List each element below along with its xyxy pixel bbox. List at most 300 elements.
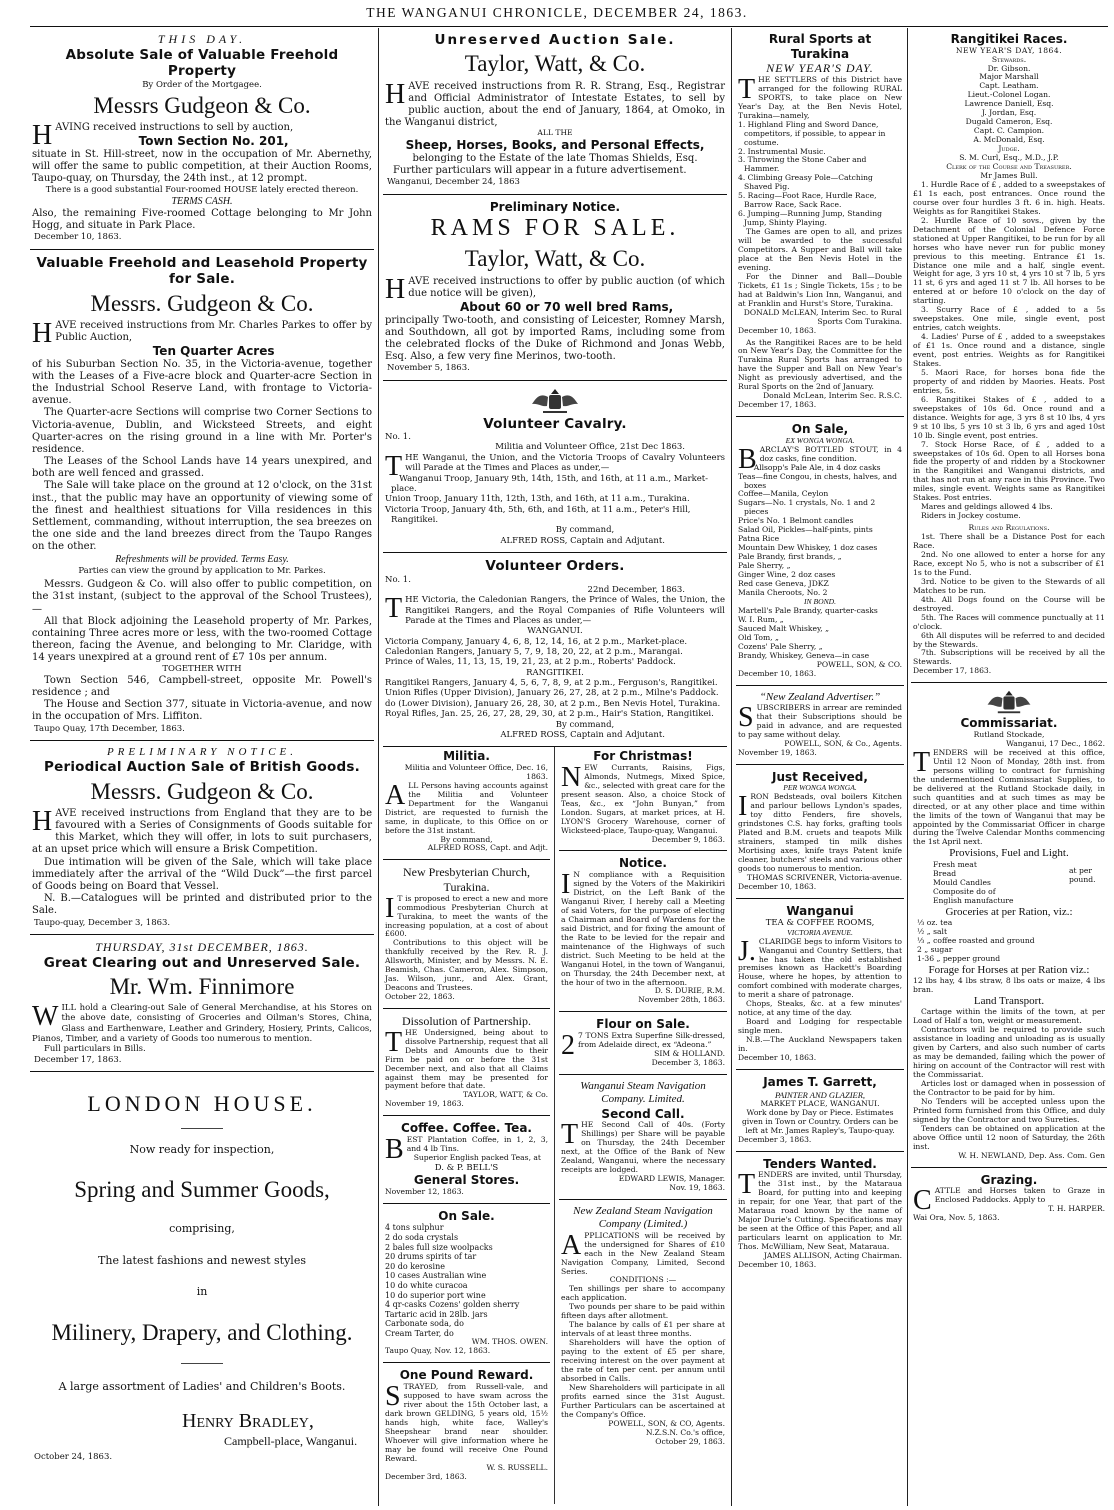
order-number: No. 1. (385, 432, 411, 443)
ad-place: Wanganui, 17 Dec., 1862. (1006, 738, 1105, 748)
ad-rule (559, 1011, 727, 1012)
steward-name: Lieut.-Colonel Logan. (967, 90, 1051, 100)
race-item: 3. Scurry Race of £ , added to a 5s sweepstakes. One mile, single event, post entries, catch weights. (913, 305, 1105, 333)
royal-crest-icon (529, 386, 581, 416)
bond-item: Sauced Malt Whiskey, „ (738, 623, 829, 633)
ad-rule (736, 685, 904, 686)
race-item: 5. Maori Race, for horses bona fide the property of and ridden by Maories. Heats. Post entries, 5s. (913, 367, 1105, 395)
provision-item: Fresh meat (933, 859, 977, 869)
ad-date: Taupo Quay, 17th December, 1863. (34, 723, 185, 734)
ad-body: situate in St. Hill-street, now in the occupation of Mr. Abernethy, will offer the same to public competition, at their Auction Rooms, Taupo-quay, on Thursday, the 24th inst., at 12 prompt. (32, 148, 372, 185)
parade-line: Royal Rifles, Jan. 25, 26, 27, 28, 29, 30, at 2 p.m., Hair's Station, Rangitikei. (385, 709, 714, 720)
ad-flour-on-sale (559, 1015, 727, 1071)
sports-item: 3. Throwing the Stone Caber and Hammer. (738, 155, 867, 174)
ad-line-large: Milinery, Drapery, and Clothing. (51, 1319, 353, 1345)
ad-body: Board and Lodging for respectable single men. (738, 1017, 902, 1036)
goods-item: 10 do superior port wine (385, 1290, 486, 1300)
column-2-left (383, 747, 550, 1504)
steward-name: Dugald Cameron, Esq. (965, 117, 1053, 127)
ad-headline: One Pound Reward. (399, 1368, 534, 1383)
race-item: Riders in Jockey costume. (921, 511, 1021, 521)
parade-line: Wanganui Troop, January 9th, 14th, 15th, and 16th, at 11 a.m., Market-place. (391, 473, 709, 494)
ad-signature: W. S. RUSSELL. (486, 1462, 548, 1472)
goods-item: Cream Tarter, do (385, 1328, 454, 1338)
ad-line: Now ready for inspection, (129, 1143, 275, 1157)
ad-rule (383, 380, 727, 381)
ad-note: ALL THE (537, 128, 573, 138)
ad-subhead: Provisions, Fuel and Light. (949, 847, 1069, 860)
ad-coffee-tea (383, 1119, 550, 1200)
order-number: No. 1. (385, 574, 411, 585)
ad-date: November 5, 1863. (387, 363, 470, 374)
ad-signature: SIM & HOLLAND. (654, 1048, 725, 1058)
ad-headline: Second Call. (601, 1106, 685, 1121)
ad-subhead: Groceries at per Ration, viz.: (945, 905, 1073, 918)
ad-kicker: EX WONGA WONGA. (785, 435, 855, 445)
rules-list (913, 533, 1105, 667)
ad-date: Wai Ora, Nov. 5, 1863. (913, 1213, 1000, 1223)
ad-rule (559, 850, 727, 851)
goods-item: Sugars—No. 1 crystals, No. 1 and 2 pieces (738, 498, 876, 517)
ad-clearing-sale (30, 938, 374, 1069)
parade-line: Union Rifles (Upper Division), January 26, 27, 28, at 2 p.m., Milne's Paddock. (385, 688, 719, 699)
goods-item: Tartaric acid in 28lb. jars (385, 1309, 488, 1319)
ad-body: All that Block adjoining the Leasehold property of Mr. Parkes, containing Three acres more or less, with the two-roomed Cottage thereon, facing the Avenue, and belonging to Mr. Claridge, with 14 years unexpired at a ground rent of £7 10s per annum. (32, 615, 372, 664)
provisions-rate: at per pound. (1069, 865, 1096, 884)
ad-subhead: About 60 or 70 well bred Rams, (459, 299, 674, 314)
ad-rule (736, 1069, 904, 1070)
ad-headline: Valuable Freehold and Leasehold Property for Sale. (36, 254, 368, 288)
firm-name: Taylor, Watt, & Co. (464, 246, 646, 272)
ad-date: November 12, 1863. (385, 1186, 464, 1196)
ad-commissariat (911, 686, 1107, 1164)
ad-body: N. B.—Catalogues will be printed and distributed prior to the Sale. (32, 893, 372, 917)
goods-item: 2 do soda crystals (385, 1232, 459, 1242)
ad-headline: Tenders Wanted. (763, 1156, 877, 1171)
ad-date: Wanganui, December 24, 1863 (387, 177, 520, 188)
ad-body: BEST Plantation Coffee, in 1, 2, 3, and 4 lb Tins. (385, 1133, 548, 1165)
ad-date: December 17, 1863. (34, 1054, 122, 1065)
bond-item: Martell's Pale Brandy, quarter-casks (738, 605, 878, 615)
ad-rule (383, 1115, 550, 1116)
ad-date: November 19, 1863. (738, 747, 817, 757)
ad-line: The latest fashions and newest styles (98, 1253, 306, 1267)
ad-subhead: Sheep, Horses, Books, and Personal Effects, (405, 138, 705, 153)
sub-column-rule (554, 747, 555, 1504)
ad-merchant: D. & P. BELL'S (434, 1162, 499, 1173)
ad-line-large: Spring and Summer Goods, (74, 1177, 330, 1203)
ad-presbyterian-church (383, 863, 550, 1006)
ad-militia (383, 747, 550, 857)
ad-date: October 22, 1863. (385, 992, 455, 1002)
ad-body: CATTLE and Horses taken to Graze in Enclosed Paddocks. Apply to (913, 1185, 1105, 1217)
ad-on-sale-powell (736, 420, 904, 682)
royal-crest-icon (984, 688, 1034, 716)
ad-rule (383, 552, 727, 553)
bond-item: Old Tom, „ (738, 632, 779, 642)
ad-body: TENDERS are invited, until Thursday, the 31st inst., by the Mataraua Board, for putting into and keeping in repair, for one Year, that part of the Mataraua road known by the name of Major Durie's Cutting. Specifications may be seen at the Office of this Paper, and all particulars learnt on application to Mr. Thos. McWilliam, New Seat, Mataraua. (738, 1169, 902, 1251)
ad-body: IN compliance with a Requisition signed by the Voters of the Makirikiri District, on the Left Bank of the Wanganui River, I hereby call a Meeting of said Voters, for the purpose of electing a Chairman and Board of Wardens for the said District, and for fixing the amount of the Rate to be levied for the repair and maintenance of the Highways of such district. Such Meeting to be held at the Wanganui Hotel, in the town of Wanganui, on Thursday, the 24th December next, at the hour of two in the afternoon. (561, 869, 725, 987)
goods-item: 4 tons sulphur (385, 1223, 444, 1233)
ad-tenders-wanted (736, 1155, 904, 1274)
ad-subhead: Clerk of the Course and Treasurer. (946, 162, 1072, 172)
goods-list (738, 464, 902, 598)
ad-rule (736, 416, 904, 417)
masthead: THE WANGANUI CHRONICLE, DECEMBER 24, 1863. (366, 5, 748, 20)
ad-body: The Leases of the School Lands have 14 years unexpired, and both are well fenced and grassed. (32, 456, 372, 480)
grocery-item: ⅓ „ coffee roasted and ground (917, 935, 1035, 945)
ad-body: J.CLARIDGE begs to inform Visitors to Wanganui and Country Settlers, that he has taken the old established premises known as Hackett's Boarding House, where he hopes, by attention to comfort combined with moderate charges, to merit a share of patronage. (738, 935, 902, 1000)
ad-subhead: WANGANUI. (527, 626, 583, 637)
race-item: 4. Ladies' Purse of £ , added to a sweepstakes of £1 1s. Once round and a distance, single event, post entries. Weights as for Rangitikei Stakes. (913, 332, 1105, 368)
ad-ornament-rule (181, 1363, 223, 1364)
ad-body: THE Victoria, the Caledonian Rangers, the Prince of Wales, the Union, the Rangitikei Rangers, and the Royal Companies of Rifle Volunteers will Parade at the Times and Places as under,— (385, 593, 725, 626)
ad-headline: “New Zealand Advertiser.” (759, 690, 881, 703)
races-list (913, 181, 1105, 521)
ad-by-command: By command, (440, 834, 493, 844)
ad-date: December 10, 1863. (34, 232, 122, 243)
ad-body: HAVE received instructions from R. R. Strang, Esq., Registrar and Official Administrator of Intestate Estates, to sell by public auction, about the end of January, 1864, at Omoko, in the Wanganui district, (385, 78, 725, 129)
ad-headline: Flour on Sale. (596, 1017, 690, 1032)
ad-signature: JAMES ALLISON, Acting Chairman. (763, 1250, 902, 1260)
ad-tea-coffee-rooms (736, 902, 904, 1067)
provisions-block (913, 861, 1105, 906)
parade-line: Caledonian Rangers, January 5, 7, 9, 18, 20, 22, at 2 p.m., Marangai. (385, 647, 683, 658)
ad-note: Parties can view the ground by application to Mr. Parkes. (78, 565, 326, 576)
goods-item: 4 qr-casks Cozens' golden sherry (385, 1300, 520, 1310)
steward-name: Capt. Leatham. (979, 81, 1039, 91)
firm-name: Messrs. Gudgeon & Co. (90, 778, 314, 804)
ad-date: December 3rd, 1863. (385, 1471, 467, 1481)
ad-headline: LONDON HOUSE. (87, 1091, 317, 1117)
ad-date: Taupo-quay, December 3, 1863. (34, 917, 171, 928)
ad-headline: Rangitikei Races. (950, 32, 1068, 46)
steward-name: Lawrence Daniell, Esq. (964, 99, 1054, 109)
ad-line: in (196, 1285, 208, 1299)
ad-body: principally Two-tooth, and consisting of Leicester, Romney Marsh, and Southdown, all got by imported Rams, including some from the celebrated flocks of the Duke of Richmond and Jonas Webb, Esq. Also, a few very fine Merinos, two-tooth. (385, 314, 725, 363)
ad-body: As the Rangitikei Races are to be held on New Year's Day, the Committee for the Turakina Rural Sports has arranged to have the Supper and Ball on New Year's Night as previously advertised, and the Rural Sports on the 2nd of January. (738, 337, 902, 392)
ad-volunteer-cavalry (383, 384, 727, 550)
ad-rule (30, 740, 374, 741)
ad-volunteer-orders (383, 556, 727, 744)
ad-signature: DONALD McLEAN, Interim Sec. to Rural Sports Com Turakina. (743, 307, 902, 326)
goods-item: Allsopp's Pale Ale, in 4 doz casks (753, 462, 881, 472)
ad-signature: Henry Bradley, (182, 1410, 314, 1433)
rule-item: 4th. All Dogs found on the Course will be destroyed. (913, 594, 1105, 613)
column-2-split (383, 747, 727, 1504)
sports-item: 1. Highland Fling and Sword Dance, competitors, if possible, to appear in costume. (738, 119, 886, 147)
ad-by-command: By command, (555, 719, 615, 730)
ad-body: belonging to the Estate of the late Thomas Shields, Esq. (412, 152, 698, 164)
sports-item: 5. Racing—Foot Race, Hurdle Race, Barrow Race, Sack Race. (738, 191, 877, 210)
rule-item: 3rd. Notice to be given to the Stewards of all Matches to be run. (913, 576, 1105, 595)
ad-body: THE SETTLERS of this District have arranged for the following RURAL SPORTS, to take place on New Year's Day, at the Ben Nevis Hotel, Turakina—namely, (738, 73, 902, 120)
ad-headline: New Zealand Steam Navigation Company (Limited.) (573, 1204, 713, 1231)
ad-rule (736, 1151, 904, 1152)
ad-london-house (30, 1075, 374, 1466)
ad-rule (736, 898, 904, 899)
ad-subhead: Forage for Horses at per Ration viz.: (928, 963, 1090, 976)
ad-headline: Just Received, (772, 769, 868, 784)
ad-signature: ALFRED ROSS, Captain and Adjutant. (500, 729, 665, 740)
ad-address: Campbell-place, Wanganui. (224, 1433, 358, 1448)
ad-body: Articles lost or damaged when in possession of the Contractor to be paid for by him. (913, 1079, 1105, 1097)
ad-body: Superior English packed Teas, at (413, 1152, 541, 1162)
ad-subhead: CONDITIONS :— (609, 1275, 677, 1285)
clerk-name: Mr James Bull. (980, 170, 1038, 180)
grocery-item: 2 „ sugar (917, 944, 953, 954)
ad-body: The Sale will take place on the ground at 12 o'clock, on the 31st inst., that the public may have an opportunity of viewing some of the finest and healthiest situations for Villa residences in this Settlement, commanding, without interruption, the sea breezes on the one side and the land breezes direct from the Taupo Ranges on the other. (32, 480, 372, 553)
ad-kicker: THURSDAY, 31st DECEMBER, 1863. (95, 939, 309, 954)
ad-second-call (559, 1078, 727, 1197)
ad-rams-for-sale (383, 198, 727, 378)
ad-body: For the Dinner and Ball—Double Tickets, £1 1s ; Single Tickets, 15s ; to be had at Baldwin's Lion Inn, Wanganui, and at Franklin and Hurst's Store, Turakina. (738, 271, 902, 308)
ad-body: Chops, Steaks, &c. at a few minutes' notice, at any time of the day. (738, 999, 902, 1018)
goods-item: Coffee—Manila, Ceylon (738, 489, 829, 499)
ad-body: WILL hold a Clearing-out Sale of General Merchandise, at his Stores on the above date, consisting of Groceries and Oilman's Stores, China, Glass and Earthenware, Leather and Grindery, Hosiery, Prints, Calicos, Pianos, Timber, and a variety of Goods too numerous to mention. (32, 1001, 372, 1045)
masthead-rule (30, 26, 1108, 27)
ad-signature: THOMAS SCRIVENER, Victoria-avenue. (746, 872, 902, 882)
ad-nz-steam-navigation (559, 1203, 727, 1451)
goods-item: Price's No. 1 Belmont candles (738, 516, 854, 526)
grocery-item: ⅓ oz. tea (917, 917, 953, 927)
ad-subhead: IN BOND. (803, 596, 837, 606)
ad-note: Refreshments will be provided. Terms Easy. (115, 553, 289, 565)
ad-body: The balance by calls of £1 per share at intervals of at least three months. (561, 1320, 725, 1339)
ad-rule (383, 1203, 550, 1204)
ad-body: Contributions to this object will be thankfully received by the Rev. R. J. Allsworth, Minister, and by Messrs. N. E. Beamish, Chas. Cameron, Alex. Simpson, Jas. Wilson, junr., and Alex. Grant, Deacons and Trustees. (385, 938, 548, 993)
ad-rule (30, 249, 374, 250)
ad-date: October 24, 1863. (34, 1452, 113, 1463)
ad-terms: TERMS CASH. (171, 195, 233, 207)
ad-subhead: PAINTER AND GLAZIER, (774, 1089, 866, 1100)
goods-list (385, 1223, 548, 1338)
ad-body: New Shareholders will participate in all profits earned since the 31st August. Further Particulars can be ascertained at the Company's Office. (561, 1382, 725, 1419)
ad-rule (383, 194, 727, 195)
ad-for-christmas (559, 747, 727, 848)
column-2 (383, 30, 727, 1504)
provision-item: Bread (933, 868, 957, 878)
ad-body: Shareholders will have the option of paying to the extent of £5 per share, receiving interest on the over payment at the rate of ten per cent. per annum until absorbed in Calls. (561, 1338, 725, 1383)
ad-body: Two pounds per share to be paid within fifteen days after allotment. (561, 1302, 725, 1321)
sports-item: 6. Jumping—Running Jump, Standing Jump, Shinty Playing. (738, 209, 882, 228)
race-item: 2. Hurdle Race of 10 sovs., given by the Detachment of the Colonial Defence Force stationed at Upper Rangitikei, to be run for by all horses who have never run for public money previous to this meeting. Entrance £1 1s. Distance one mile and a half, single event. Weight for age, 3 yrs 10 st, 4 yrs 10 st 7 lb, 5 yrs 11 st, 6 yrs and aged 11 st 7 lb. All horses to be entered at or before 10 o'clock on the day of starting. (913, 215, 1105, 306)
steward-name: Dr. Gibson. (987, 63, 1031, 73)
ad-headline: Volunteer Cavalry. (483, 415, 627, 432)
bond-item: Brandy, Whiskey, Geneva—in case (738, 650, 870, 660)
ad-date: October 29, 1863. (655, 1436, 725, 1446)
ad-rural-sports (736, 30, 904, 414)
ad-note: Full particulars in Bills. (44, 1044, 146, 1055)
ad-rule (736, 764, 904, 765)
bond-item: W. I. Rum, „ (738, 614, 784, 624)
ad-body: Town Section 546, Campbell-street, opposite Mr. Powell's residence ; and (32, 674, 372, 699)
steward-name: A. McDonald, Esq. (973, 135, 1045, 145)
ad-signature: W. H. NEWLAND, Dep. Ass. Com. Gen (958, 1150, 1105, 1160)
ad-freehold-sale (30, 30, 374, 247)
ad-headline: Periodical Auction Sale of British Goods. (44, 759, 360, 776)
race-item: 7. Stock Horse Race, of £ , added to a sweepstakes of 10s 6d. Open to all Horses bona fide the property of and ridden by a Stockowner in the Rangitikei and Wanganui districts, and that has not run at any race in this Province. Two miles, single event. Weights same as Rangitikei Stakes. Post entries. (913, 439, 1105, 503)
goods-item: 10 do white curacoa (385, 1280, 468, 1290)
ad-garrett-painter (736, 1073, 904, 1149)
ad-headline: Volunteer Orders. (485, 558, 625, 575)
bond-list (738, 607, 902, 661)
ad-body: NEW Currants, Raisins, Figs, Almonds, Nutmegs, Mixed Spice, &c., selected with great care for the present season. Also, a choice Stock of Teas, &c., ex “John Bunyan,” from London. Sugars, at market prices, at H. LYON'S Grocery Warehouse, corner of Wicksteed-place, Taupo-quay, Wanganui. (561, 761, 725, 835)
ad-kicker: Wanganui Steam Navigation Company. Limited. (580, 1079, 706, 1106)
parade-line: Prince of Wales, 11, 13, 15, 19, 21, 23, at 2 p.m., Roberts' Paddock. (385, 657, 676, 668)
goods-item: Manila Cheroots, No. 2 (738, 587, 828, 597)
ad-place: Militia and Volunteer Office, 21st Dec 1863. (495, 442, 685, 453)
ad-subhead: Rules and Regulations. (968, 523, 1050, 533)
ad-place: N.Z.S.N. Co.'s office, (645, 1427, 725, 1437)
ad-signature: TAYLOR, WATT, & Co. (463, 1090, 548, 1100)
stewards-list (913, 65, 1105, 146)
ad-signature: WM. THOS. OWEN. (471, 1337, 548, 1347)
ad-by-command: By command, (555, 525, 615, 536)
ad-british-goods (30, 744, 374, 932)
column-4 (911, 30, 1107, 1504)
race-item: 1. Hurdle Race of £ , added to a sweepstakes of £1 1s each, post entrances. Once round the course over four hurdles 3 ft. 6 in. high. Heats. Weights as for Rangitikei Stakes. (913, 179, 1105, 216)
ad-kicker: THIS DAY. (157, 32, 247, 46)
ad-kicker: NEW YEAR'S DAY. (766, 61, 874, 76)
ad-address: MARKET PLACE, WANGANUI. (760, 1098, 880, 1108)
ad-date: December 10, 1863. (738, 668, 817, 678)
ad-notice (559, 854, 727, 1009)
ad-body: Also, the remaining Five-roomed Cottage belonging to Mr John Hogg, and situate in Park Place. (32, 207, 372, 232)
ad-body: THE Second Call of 40s. (Forty Shillings) per Share will be payable on Thursday, the 24th December next, at the Office of the Bank of New Zealand, Wanganui, where the necessary receipts are lodged. (561, 1119, 725, 1175)
steward-name: J. Jordan, Esq. (981, 108, 1037, 118)
ad-body: Ten shillings per share to accompany each application. (561, 1284, 725, 1303)
ad-just-received (736, 768, 904, 896)
ad-body: HAVE received instructions from England that they are to be favoured with a Series of Consignments of Goods suitable for this Market, which they will offer, in lots to suit purchasers, at an upset price which will ensure a Brisk Competition. (32, 805, 372, 856)
ad-body: THE Undersigned, being about to dissolve Partnership, request that all Debts and Amounts due to their Firm be paid on or before the 31st December next, and also that all Claims against them may be presented for payment before that date. (385, 1026, 548, 1091)
steward-name: Capt. C. Campion. (973, 126, 1045, 136)
provision-item: Mould Candles (933, 877, 991, 887)
ad-kicker: PER WONGA WONGA. (783, 783, 857, 793)
rule-item: 5th. The Races will commence punctually at 11 o'clock. (913, 612, 1105, 631)
goods-item: Patna Rice (738, 534, 780, 544)
ad-body: 12 lbs hay, 4 lbs straw, 8 lbs oats or maize, 4 lbs bran. (913, 976, 1105, 995)
ad-date: November 19, 1863. (385, 1099, 464, 1109)
ad-headline: Dissolution of Partnership. (402, 1014, 531, 1029)
ad-subhead: Land Transport. (973, 995, 1045, 1008)
ad-subhead: Ten Quarter Acres (152, 343, 275, 358)
ad-signature: T. H. HARPER. (1048, 1204, 1105, 1214)
goods-item: Salad Oil, Pickles—half-pints, pints (738, 525, 873, 535)
ad-signature: ALFRED ROSS, Captain and Adjutant. (500, 535, 665, 546)
ad-rule (30, 1071, 374, 1072)
ad-body: HAVING received instructions to sell by auction, (32, 119, 294, 151)
ad-one-pound-reward (383, 1366, 550, 1485)
ad-body: APPLICATIONS will be received by the undersigned for Shares of £10 each in the New Zealand Steam Navigation Company, Limited, Second Series. (561, 1229, 725, 1276)
goods-item: Ginger Wine, 2 doz cases (738, 570, 836, 580)
ad-place: Rutland Stockade, (973, 729, 1045, 739)
ad-body: TENDERS will be received at this office, Until 12 Noon of Monday, 28th inst. from persons willing to contract for furnishing the undermentioned Commissariat Supplies, to be delivered at the Rutland Stockade daily, in such quantities and at such times as may be directed, or at any other place and time within the limits of the town of Wanganui that may be appointed by the Commissariat Officer in charge during the Twelve Calendar Months commencing the 1st April next. (913, 746, 1105, 847)
ad-rule (911, 1167, 1107, 1168)
ad-body: IRON Bedsteads, oval boilers Kitchen and parlour bellows Lyndon's spades, toy ditto Fenders, fire shovels, grindstones C.S. hay forks, grafting tools Plated and B.M. cruets and teapots Milk strainers, stamped tin milk dishes Mortising axes, knife trays Patent knife cleaner, butchers' steels and various other goods too numerous to mention. (738, 791, 902, 873)
ad-headline: On Sale, (791, 422, 849, 437)
grocery-item: ½ „ salt (917, 926, 948, 936)
ad-body: Tenders can be obtained on application at the above Office until 12 noon of Saturday, the 26th inst. (913, 1123, 1105, 1151)
ad-date: December 10, 1863. (738, 1259, 817, 1269)
ad-body: SUBSCRIBERS in arrear are reminded that their Subscriptions should be paid in advance, and are requested to pay same without delay. (738, 701, 902, 739)
ad-rule (383, 859, 550, 860)
ad-kicker: Preliminary Notice. (489, 199, 621, 214)
ad-body: IT is proposed to erect a new and more commodious Presbyterian Church at Turakina, to meet the wants of the increasing population, at a cost of about £600. (385, 892, 548, 939)
ad-place: Militia and Volunteer Office, Dec. 16, 1863. (404, 762, 548, 781)
ad-subhead: General Stores. (413, 1173, 520, 1188)
ad-body: N.B.—The Auckland Newspapers taken in. (738, 1035, 902, 1054)
ad-address: VICTORIA AVENUE. (787, 927, 853, 937)
firm-name: Messrs Gudgeon & Co. (93, 92, 311, 118)
race-item: 6. Rangitikei Stakes of £ , added to a sweepstakes of 10s 6d. Once round and a distance. Weights for age, 3 yrs 8 st 10 lbs, 4 yrs 9 st 10 lbs, 5 yrs 10 st 3 lb, 6 yrs and aged 10st 10 lb. Single event, post entries. (913, 394, 1105, 440)
goods-item: Mountain Dew Whiskey, 1 doz cases (738, 543, 878, 553)
rule-item: 6th All disputes will be referred to and decided by the Stewards. (913, 630, 1105, 649)
goods-item: 20 drums spirits of tar (385, 1252, 477, 1262)
ad-date: December 17, 1863. (913, 666, 992, 676)
ad-signature: POWELL, SON, & CO. (816, 659, 902, 669)
rule-item: 2nd. No one allowed to enter a horse for any Race, except No 5, who is not a subscriber of £1 1s to the Fund. (913, 550, 1105, 577)
ad-headline: James T. Garrett, (763, 1074, 877, 1089)
ad-note: TOGETHER WITH (162, 664, 242, 675)
ad-headline: Militia. (443, 749, 490, 764)
ad-body: The House and Section 377, situate in Victoria-avenue, and now in the occupation of Mrs. Liffiton. (32, 699, 372, 723)
ad-headline: Coffee. Coffee. Tea. (401, 1121, 532, 1136)
ad-rule (559, 1074, 727, 1075)
ad-unreserved-auction (383, 30, 727, 192)
ad-date: Nov. 19, 1863. (669, 1182, 725, 1192)
ad-body: STRAYED, from Russell-vale, and supposed to have swam across the river about the 15th October last, a dark brown GELDING, 5 years old, 15½ hands high, white face, Walley's Sheepshear brand near shoulder. Whoever will give information where he may be found will receive One Pound Reward. (385, 1381, 548, 1463)
ad-body: ALL Persons having accounts against the Militia and Volunteer Department for the Wanganui District, are requested to furnish the same, in duplicate, to this Office on or before the 31st instant. (385, 779, 548, 835)
ad-byline: By Order of the Mortgagee. (142, 79, 262, 90)
ad-date: December 10, 1863. (738, 1053, 817, 1063)
ad-body: HAVE received instructions from Mr. Charles Parkes to offer by Public Auction, (32, 317, 372, 349)
rule-item: 7th. Subscriptions will be received by all the Stewards. (913, 648, 1105, 667)
sports-item: 4. Climbing Greasy Pole—Catching Shaved Pig. (738, 173, 873, 192)
ad-date: December 3, 1863. (651, 1057, 725, 1067)
goods-item: 20 do kerosine (385, 1261, 445, 1271)
ad-body: No Tenders will be accepted unless upon the Printed form furnished from this Office, and duly signed by the Contractor and two Sureties. (913, 1096, 1105, 1124)
ad-kicker: PRELIMINARY NOTICE. (106, 745, 298, 758)
judge-name: S. M. Curl, Esq., M.D., J.P. (959, 153, 1059, 163)
ad-line: comprising, (169, 1222, 235, 1236)
ad-date: December 10, 1863. (738, 325, 817, 335)
ad-headline: Commissariat. (960, 716, 1058, 731)
ad-date: December 3, 1863. (738, 1134, 812, 1144)
ad-body: THE Wanganui, the Union, and the Victoria Troops of Cavalry Volunteers will Parade at the Times and Places as under,— (385, 450, 725, 482)
ad-leasehold-sale (30, 253, 374, 738)
column-rule (378, 28, 379, 1506)
ad-nz-advertiser (736, 689, 904, 762)
ad-headline: On Sale. (438, 1208, 495, 1223)
ad-rule (383, 1008, 550, 1009)
provision-item: English manufacture (933, 895, 1014, 905)
ad-signature: POWELL, SON, & CO, Agents. (608, 1418, 725, 1428)
ad-headline: Absolute Sale of Valuable Freehold Property (65, 46, 339, 80)
parade-line: Victoria Troop, January 4th, 5th, 6th, and 16th, at 11 a.m., Peter's Hill, Rangitikei. (385, 504, 691, 525)
ad-body: BARCLAY'S BOTTLED STOUT, in 4 doz casks, fine condition. (738, 443, 902, 475)
ad-rule (911, 682, 1107, 683)
ad-grazing (911, 1171, 1107, 1227)
provision-item: Composite do of (933, 886, 996, 896)
ad-signature: EDWARD LEWIS, Manager. (618, 1173, 725, 1183)
goods-item: 2 bales full size woolpacks (385, 1242, 493, 1252)
ad-headline: For Christmas! (593, 749, 693, 764)
parade-line: Rangitikei Rangers, January 4, 5, 6, 7, 8, 9, at 2 p.m., Ferguson's, Rangitikei. (385, 678, 718, 689)
race-item: Mares and geldings allowed 4 lbs. (921, 502, 1053, 512)
ad-rule (383, 1362, 550, 1363)
ad-body: The Quarter-acre Sections will comprise two Corner Sections to Victoria-avenue, Dublin, and Wicksteed Streets, and eight Quarter-acres on the rising ground in a line with Mr. Porter's residence. (32, 407, 372, 455)
